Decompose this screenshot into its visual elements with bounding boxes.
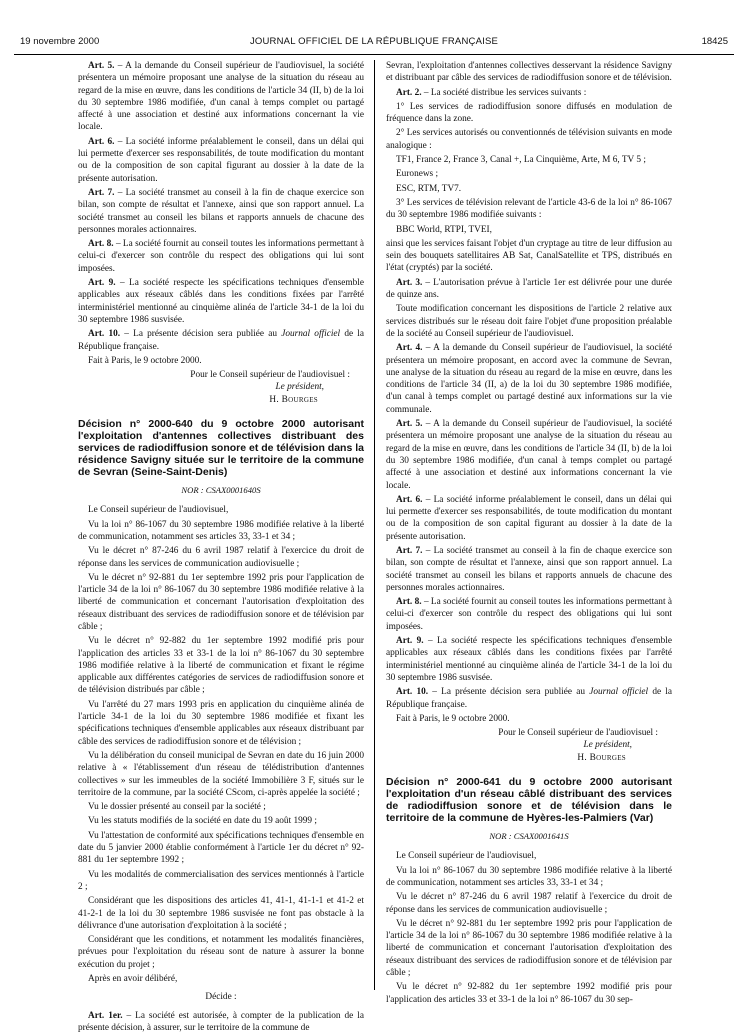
body-paragraph: Vu le décret n° 92-881 du 1er septembre 1992 pris pour l'application de l'article 34 de la loi n° 86-1067 du 30 septembre 1986 modifiée relative à la liberté de communication et concernant l'autorisation d'exploitation des réseaux distribuant des services de radiodiffusion sonore et de télévision par câble ; [78, 572, 364, 632]
right-article-10: Art. 10. – La présente décision sera publiée au Journal officiel de la République française. [386, 687, 673, 710]
body-paragraph: Considérant que les conditions, et notamment les modalités financières, prévues pour l'exploitation du réseau sont de nature à assurer la bonne exécution du projet ; [78, 935, 364, 970]
body-paragraph: Vu la loi n° 86-1067 du 30 septembre 1986 modifiée relative à la liberté de communication, notamment ses articles 33, 33-1 et 34 ; [386, 865, 672, 888]
left-decision-title: Décision n° 2000-640 du 9 octobre 2000 autorisant l'exploitation d'antennes collectives distribuant des services de radiodiffusion sonore et de télévision dans la résidence Savigny située sur le territoire de la commune de Sevran (Seine-Saint-Denis) [78, 418, 364, 479]
article-paragraph [78, 136, 364, 185]
article-paragraph [386, 494, 672, 543]
right-article-3: Art. 3. – L'autorisation prévue à l'article 1er est délivrée pour une durée de quinze ans. [386, 277, 672, 301]
right-nor: NOR : CSAX0001641S [489, 831, 569, 842]
article-label: Art. 4. [396, 343, 423, 354]
body-paragraph: Le Conseil supérieur de l'audiovisuel, [396, 851, 537, 862]
body-paragraph: Vu le décret n° 92-882 du 1er septembre 1992 modifié pris pour l'application des articles 33 et 33-1 de la loi n° 86-1067 du 30 septembre 1986 modifiée relative à la liberté de communication et fixant le régime applicable aux différentes catégories de services de radiodiffusion sonore et de télévision distribués par câble ; [78, 636, 364, 696]
article-paragraph [386, 635, 672, 684]
body-paragraph: Vu le décret n° 87-246 du 6 avril 1987 relatif à l'exercice du droit de réponse dans les services de communication audiovisuelle ; [386, 892, 672, 915]
article-paragraph [386, 418, 672, 492]
article-label: Art. 5. [88, 61, 115, 71]
body-paragraph: Vu l'attestation de conformité aux spécifications techniques d'ensemble en date du 5 janvier 2000 établie conformément à l'article 1er du décret n° 92-881 du 1er septembre 1992 ; [78, 830, 364, 866]
header-rule [14, 54, 734, 55]
left-article-1: Art. 1er. – La société est autorisée, à compter de la publication de la présente décision, à assurer, sur le territoire de la commune de [78, 1010, 364, 1033]
article-text: – A la demande du Conseil supérieur de l'audiovisuel, la société présentera un mémoire proposant une analyse de la situation du réseau au regard de la mise en œuvre, dans les conditions de l'article 34 (II, b) de la loi du 30 septembre 1986 modifiée, d'un canal à temps complet ou partagé affecté à une association et destiné aux informations concernant la vie locale. [386, 419, 672, 491]
right-fait: Fait à Paris, le 9 octobre 2000. [396, 713, 510, 724]
header-journal-title: JOURNAL OFFICIEL DE LA RÉPUBLIQUE FRANÇAISE [249, 36, 499, 47]
journal-officiel-ref: Journal officiel [589, 687, 649, 698]
left-signature-role: Le président, [275, 382, 324, 393]
article-text: – La société transmet au conseil à la fin de chaque exercice son bilan, son compte de résultat et l'annexe, ainsi que son rapport annuel. La société transmet au conseil les bilans et rapports annuels de chacune des personnes morales actionnaires. [78, 187, 364, 235]
column-divider [374, 60, 375, 990]
article-text: – A la demande du Conseil supérieur de l'audiovisuel, la société présentera un mémoire proposant une analyse de la situation du réseau au regard de la mise en œuvre, dans les conditions de l'article 34 (II, b) de la loi du 30 septembre 1986 modifiée, d'un canal à temps complet ou partagé affecté à une association et destiné aux informations concernant la vie locale. [78, 61, 364, 133]
right-articles [386, 342, 672, 684]
journal-officiel-ref: Journal officiel [281, 329, 341, 340]
body-paragraph: Vu les modalités de commercialisation des services mentionnés à l'article 2 ; [78, 869, 364, 892]
article-text: – La société transmet au conseil à la fin de chaque exercice son bilan, son compte de résultat et l'annexe, ainsi que son rapport annuel. La société transmet au conseil les bilans et rapports annuels de chacune des personnes morales actionnaires. [386, 545, 672, 593]
right-article-2: Art. 2. – La société distribue les services suivants : [396, 87, 587, 98]
body-paragraph: Considérant que les dispositions des articles 41, 41-1, 41-1-1 et 41-2 et 41-2-1 de la loi du 30 septembre 1986 susvisée ne font pas obstacle à la délivrance d'une autorisation d'exploitation à la société ; [78, 896, 364, 931]
right-list-2: 2° Les services autorisés ou conventionnés de télévision suivants en mode analogique : [386, 128, 672, 151]
body-paragraph: Après en avoir délibéré, [88, 974, 178, 984]
body-paragraph: Vu le décret n° 92-881 du 1er septembre 1992 pris pour l'application de l'article 34 de la loi n° 86-1067 du 30 septembre 1986 modifiée relative à la liberté de communication et concernant l'autorisation d'exploitation des réseaux distribuant des services de radiodiffusion sonore et de télévision par câble ; [386, 918, 672, 978]
right-crypt: ainsi que les services faisant l'objet d'un cryptage au titre de leur diffusion au sein des bouquets satellitaires AB Sat, CanalSatellite et TPS, distribués en l'état (cryptés) par la société. [386, 238, 672, 274]
body-paragraph: Vu le décret n° 92-882 du 1er septembre 1992 modifié pris pour l'application des articles 33 et 33-1 de la loi n° 86-1067 du 30 sep- [386, 982, 672, 1005]
left-signature-name: H. Bourges [269, 394, 318, 405]
right-channels-2: ESC, RTM, TV7. [396, 183, 462, 194]
article-label: Art. 6. [396, 494, 423, 505]
article-label: Art. 5. [396, 419, 423, 430]
right-signature-role: Le président, [583, 740, 632, 751]
left-article-10: Art. 10. – La présente décision sera publiée au Journal officiel de la République française. [78, 329, 365, 352]
right-list-1: 1° Les services de radiodiffusion sonore diffusés en modulation de fréquence dans la zone. [386, 101, 672, 125]
article-label: Art. 9. [396, 636, 424, 647]
body-paragraph: Vu les statuts modifiés de la société en date du 19 août 1999 ; [88, 816, 317, 827]
article-paragraph [386, 342, 672, 416]
body-paragraph: Vu la loi n° 86-1067 du 30 septembre 1986 modifiée relative à la liberté de communication, notamment ses articles 33, 33-1 et 34 ; [78, 519, 364, 542]
header-page-number: 18425 [701, 36, 728, 47]
article-label: Art. 9. [88, 278, 116, 289]
body-paragraph: Vu le dossier présenté au conseil par la société ; [88, 802, 266, 813]
article-text: – La société respecte les spécifications techniques d'ensemble applicables aux réseaux câblés dans les conditions fixées par l'arrêté interministériel mentionné au cinquième alinéa de l'article 34-1 de la loi du 30 septembre 1986 susvisée. [386, 636, 672, 683]
left-signature-intro: Pour le Conseil supérieur de l'audiovisuel : [190, 370, 350, 381]
article-label: Art. 6. [88, 136, 115, 147]
left-paragraphs [78, 504, 364, 985]
article-label: Art. 7. [396, 545, 423, 556]
left-intro-articles [78, 60, 364, 326]
body-paragraph: Vu le décret n° 87-246 du 6 avril 1987 relatif à l'exercice du droit de réponse dans les services de communication audiovisuelle ; [78, 546, 364, 569]
right-decision-title: Décision n° 2000-641 du 9 octobre 2000 autorisant l'exploitation d'un réseau câblé distribuant des services de radiodiffusion sonore et de télévision dans le territoire de la commune de Hyères-les-Palmiers (Var) [386, 776, 672, 825]
article-paragraph [386, 596, 672, 633]
left-fait: Fait à Paris, le 9 octobre 2000. [88, 355, 202, 366]
right-modification: Toute modification concernant les dispositions de l'article 2 relative aux services distribués sur le réseau doit faire l'objet d'une proposition préalable de la société au Conseil supérieur de l'audiovisuel. [386, 304, 672, 339]
article-paragraph [78, 60, 364, 134]
right-signature-intro: Pour le Conseil supérieur de l'audiovisuel : [498, 728, 658, 739]
article-paragraph [78, 238, 364, 275]
left-decide: Décide : [205, 992, 237, 1003]
right-channels-3: BBC World, RTPI, TVEI, [396, 224, 492, 235]
left-column [78, 60, 364, 1036]
left-nor: NOR : CSAX0001640S [181, 485, 261, 496]
article-text: – La société respecte les spécifications techniques d'ensemble applicables aux réseaux câblés dans les conditions fixées par l'arrêté interministériel mentionné au cinquième alinéa de l'article 34-1 de la loi du 30 septembre 1986 susvisée. [78, 278, 364, 325]
article-paragraph [78, 187, 364, 236]
article-label: Art. 8. [88, 239, 114, 250]
right-paragraphs [386, 850, 672, 1006]
right-channels-1: TF1, France 2, France 3, Canal +, La Cinquième, Arte, M 6, TV 5 ; [396, 155, 646, 166]
page-header [14, 36, 734, 52]
article-label: Art. 7. [88, 187, 115, 198]
article-text: – A la demande du Conseil supérieur de l'audiovisuel, la société présentera un mémoire proposant, en accord avec la commune de Sevran, une analyse de la situation du réseau au regard de la mise en œuvre, dans les conditions de l'article 34 (II, a) de la loi du 30 septembre 1986 modifiée, d'un canal à temps complet ou partagé destiné aux informations sur la vie communale. [386, 343, 672, 415]
article-paragraph [78, 277, 364, 326]
right-list-3: 3° Les services de télévision relevant de l'article 43-6 de la loi n° 86-1067 du 30 septembre 1986 modifiée suivants : [386, 197, 672, 221]
body-paragraph: Le Conseil supérieur de l'audiovisuel, [88, 505, 229, 516]
right-signature-name: H. Bourges [577, 752, 626, 763]
article-text: – La société informe préalablement le conseil, dans un délai qui lui permette d'exercer ses responsabilités, de toute modification du montant ou de la composition de son capital figurant au dossier à la date de la présente autorisation. [78, 136, 364, 184]
body-paragraph: Vu la délibération du conseil municipal de Sevran en date du 16 juin 2000 relative à « l'établissement d'un réseau de télédistribution d'antennes collectives » sur les immeubles de la société Immobilière 3 F, situés sur le territoire de la commune, par la société CScom, ci-après appelée la société ; [78, 750, 364, 798]
header-date: 19 novembre 2000 [20, 36, 100, 47]
right-column [386, 60, 672, 1008]
article-label: Art. 10. [88, 329, 121, 340]
article-label: Art. 8. [396, 597, 422, 608]
article-text: – La société informe préalablement le conseil, dans un délai qui lui permette d'exercer ses responsabilités, de toute modification du montant ou de la composition de son capital figurant au dossier à la date de la présente autorisation. [386, 494, 672, 542]
body-paragraph: Vu l'arrêté du 27 mars 1993 pris en application du cinquième alinéa de l'article 34-1 de la loi du 30 septembre 1986 modifiée et fixant les spécifications techniques d'ensemble applicables aux réseaux distribuant par câble des services de radiodiffusion sonore et de télévision ; [78, 699, 364, 747]
right-continuation: Sevran, l'exploitation d'antennes collectives desservant la résidence Savigny et distribuant par câble des services de radiodiffusion sonore et de télévision. [386, 61, 672, 84]
article-text: – La société fournit au conseil toutes les informations permettant à celui-ci d'exercer son contrôle du respect des obligations qui lui sont imposées. [386, 597, 673, 632]
article-paragraph [386, 545, 672, 594]
article-text: – La société fournit au conseil toutes les informations permettant à celui-ci d'exercer son contrôle du respect des obligations qui lui sont imposées. [78, 239, 365, 274]
right-euronews: Euronews ; [396, 169, 439, 180]
